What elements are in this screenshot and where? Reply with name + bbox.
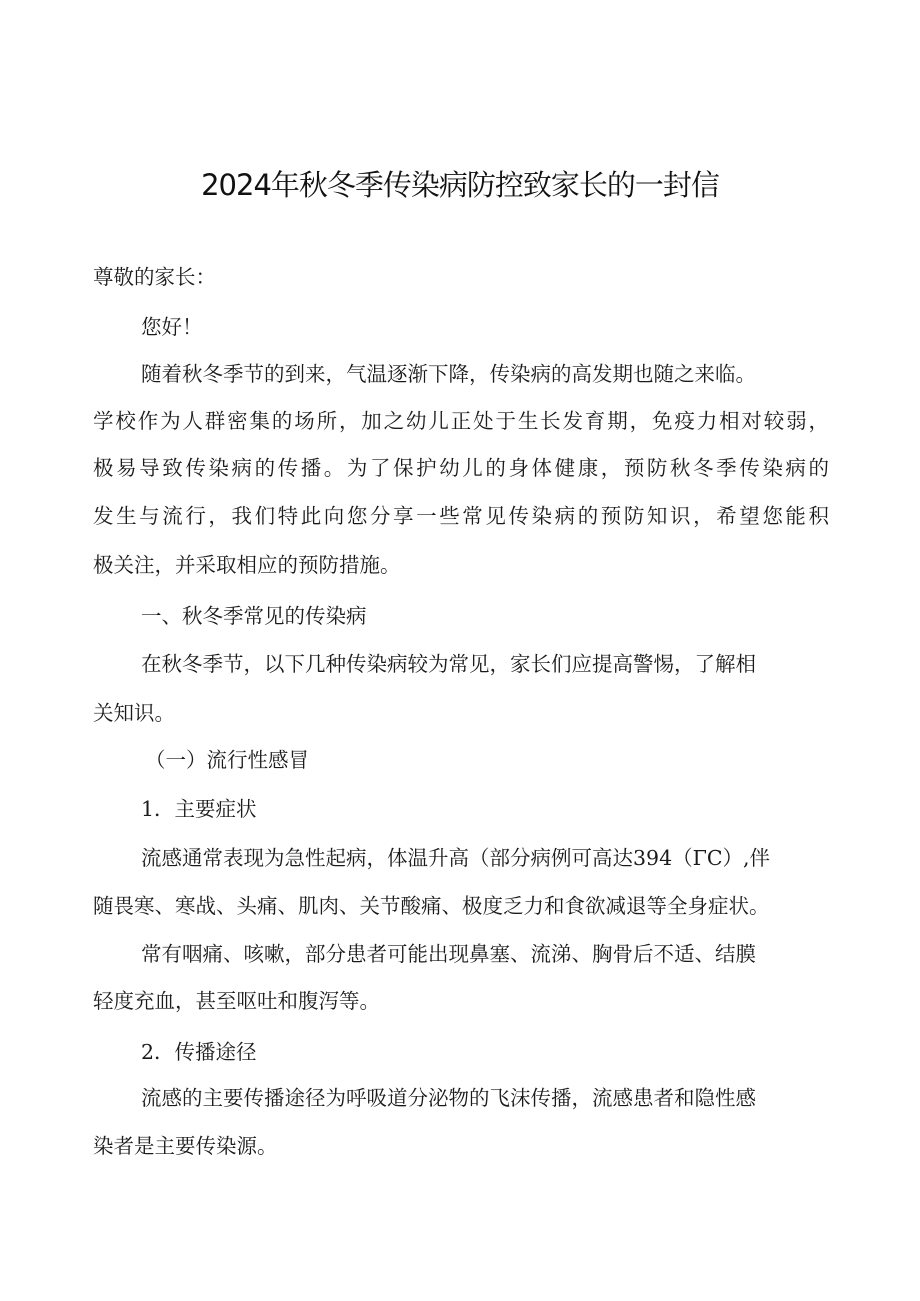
item1-para2-line-2: 轻度充血，甚至呕吐和腹泻等。 — [93, 989, 380, 1013]
salutation: 尊敬的家长： — [93, 265, 216, 289]
document-title: 2024年秋冬季传染病防控致家长的一封信 — [201, 168, 719, 202]
section1-intro-line-2: 关知识。 — [93, 701, 175, 725]
intro-line-4: 发生与流行，我们特此向您分享一些常见传染病的预防知识，希望您能积 — [93, 504, 829, 528]
item2-heading: 2．传播途径 — [141, 1040, 257, 1064]
section1-heading: 一、秋冬季常见的传染病 — [141, 604, 367, 628]
intro-line-2: 学校作为人群密集的场所，加之幼儿正处于生长发育期，免疫力相对较弱， — [93, 409, 829, 433]
item1-para1-line-2: 随畏寒、寒战、头痛、肌肉、关节酸痛、极度乏力和食欲减退等全身症状。 — [93, 894, 770, 918]
intro-line-5: 极关注，并采取相应的预防措施。 — [93, 553, 401, 577]
item2-para1-line-1: 流感的主要传播途径为呼吸道分泌物的飞沫传播，流感患者和隐性感 — [141, 1086, 756, 1110]
subsection1-heading: （一）流行性感冒 — [145, 748, 309, 772]
item1-heading: 1．主要症状 — [141, 797, 257, 821]
item1-para1-line-1: 流感通常表现为急性起病，体温升高（部分病例可高达394（ΓC）,伴 — [141, 846, 771, 870]
section1-intro-line-1: 在秋冬季节，以下几种传染病较为常见，家长们应提高警惕，了解相 — [141, 652, 756, 676]
greeting: 您好！ — [141, 315, 203, 339]
intro-line-3: 极易导致传染病的传播。为了保护幼儿的身体健康，预防秋冬季传染病的 — [93, 456, 829, 480]
item1-para2-line-1: 常有咽痛、咳嗽，部分患者可能出现鼻塞、流涕、胸骨后不适、结膜 — [141, 942, 756, 966]
intro-line-1: 随着秋冬季节的到来，气温逐渐下降，传染病的高发期也随之来临。 — [141, 362, 756, 386]
item2-para1-line-2: 染者是主要传染源。 — [93, 1134, 278, 1158]
